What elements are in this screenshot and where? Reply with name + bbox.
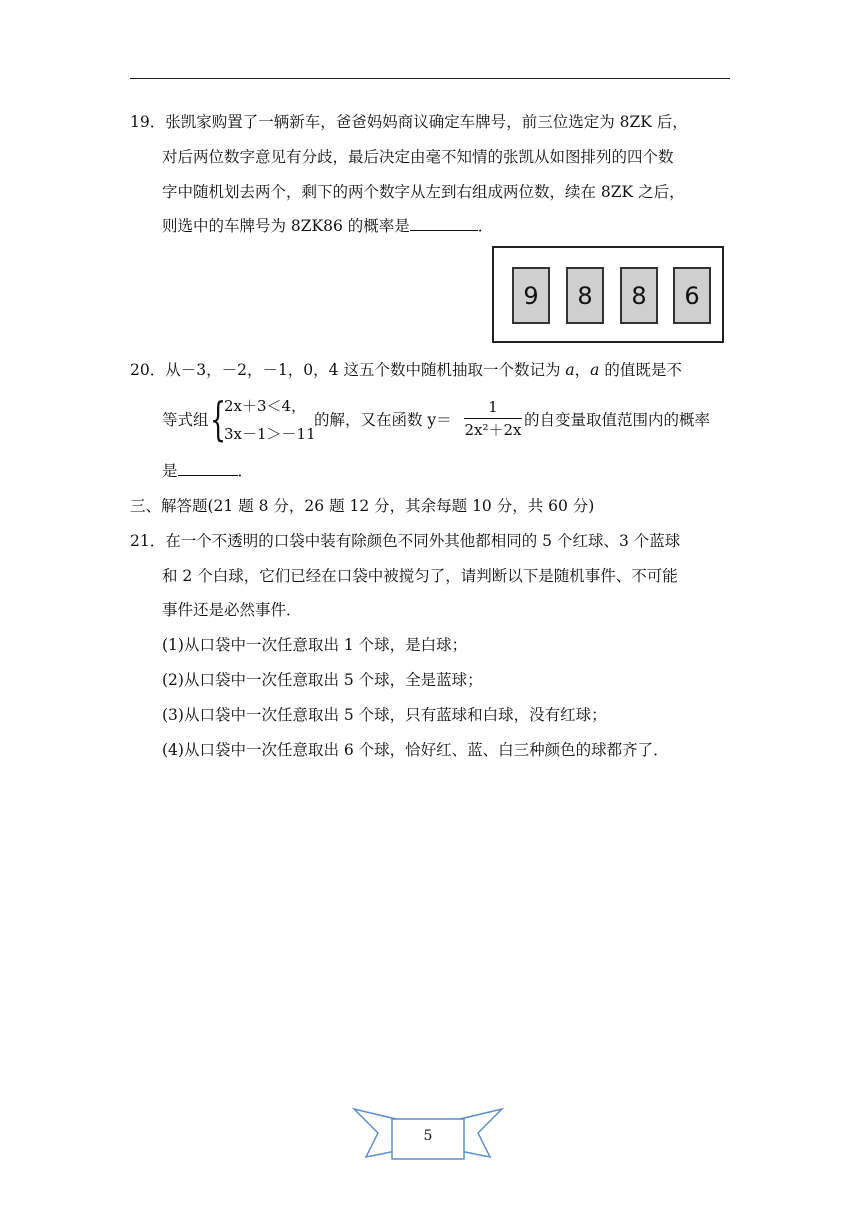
q19-line-2: 对后两位数字意见有分歧，最后决定由毫不知情的张凯从如图排列的四个数 (162, 148, 674, 166)
q19-line-3: 字中随机划去两个，剩下的两个数字从左到右组成两位数，续在 8ZK 之后， (162, 183, 685, 201)
q21-line-3: 事件还是必然事件． (162, 601, 302, 619)
var-a: a (565, 361, 575, 379)
fraction-denominator: 2x²＋2x (464, 421, 522, 439)
section-3-heading: 三、解答题(21 题 8 分，26 题 12 分，其余每题 10 分，共 60 分) (130, 497, 595, 515)
number-cards-figure (492, 246, 724, 343)
q20-line-1 (130, 360, 682, 380)
number-card: 9 (512, 267, 550, 324)
q21-item-4: (4)从口袋中一次任意取出 6 个球，恰好红、蓝、白三种颜色的球都齐了． (162, 741, 669, 759)
q21-line-2: 和 2 个白球，它们已经在口袋中被搅匀了，请判断以下是随机事件、不可能 (162, 567, 678, 585)
q19-line-4-text: 则选中的车牌号为 8ZK86 的概率是 (162, 217, 410, 235)
q19-line-1: 19．张凯家购置了一辆新车，爸爸妈妈商议确定车牌号，前三位选定为 8ZK 后， (130, 113, 688, 131)
page-number: 5 (423, 1128, 433, 1144)
q19-line-4 (162, 216, 493, 236)
q20-line-1-text: 20．从－3，－2，－1，0，4 这五个数中随机抽取一个数记为 (130, 361, 566, 379)
q21-item-3: (3)从口袋中一次任意取出 5 个球，只有蓝球和白球，没有红球； (162, 706, 607, 724)
number-card: 8 (566, 267, 604, 324)
q20-suffix: 的自变量取值范围内的概率 (524, 411, 711, 429)
inequality-1: 2x＋3＜4， (224, 397, 307, 415)
q20-line-3-text: 是 (162, 462, 178, 480)
q21-item-2: (2)从口袋中一次任意取出 5 个球，全是蓝球； (162, 671, 483, 689)
function-fraction (464, 398, 522, 439)
q19-answer-blank[interactable] (410, 216, 478, 231)
fraction-bar (464, 418, 522, 419)
q20-prefix: 等式组 (162, 411, 209, 429)
q20-line-1-end: 的值既是不 (599, 361, 682, 379)
q20-line-3-end: ． (237, 462, 254, 480)
q20-mid: 的解，又在函数 y＝ (314, 411, 452, 429)
q20-answer-blank[interactable] (178, 461, 238, 476)
inequality-2: 3x－1＞－11 (224, 425, 316, 443)
number-card: 6 (673, 267, 711, 324)
q21-line-1: 21．在一个不透明的口袋中装有除颜色不同外其他都相同的 5 个红球、3 个蓝球 (130, 532, 681, 550)
q20-line-3 (162, 461, 253, 481)
header-rule (130, 78, 730, 79)
number-card: 8 (620, 267, 658, 324)
q20-sep: ， (574, 361, 591, 379)
fraction-numerator: 1 (488, 398, 498, 416)
left-brace: { (210, 392, 227, 446)
q21-item-1: (1)从口袋中一次任意取出 1 个球，是白球； (162, 636, 468, 654)
q19-line-4-end: ． (477, 217, 494, 235)
var-a: a (590, 361, 600, 379)
